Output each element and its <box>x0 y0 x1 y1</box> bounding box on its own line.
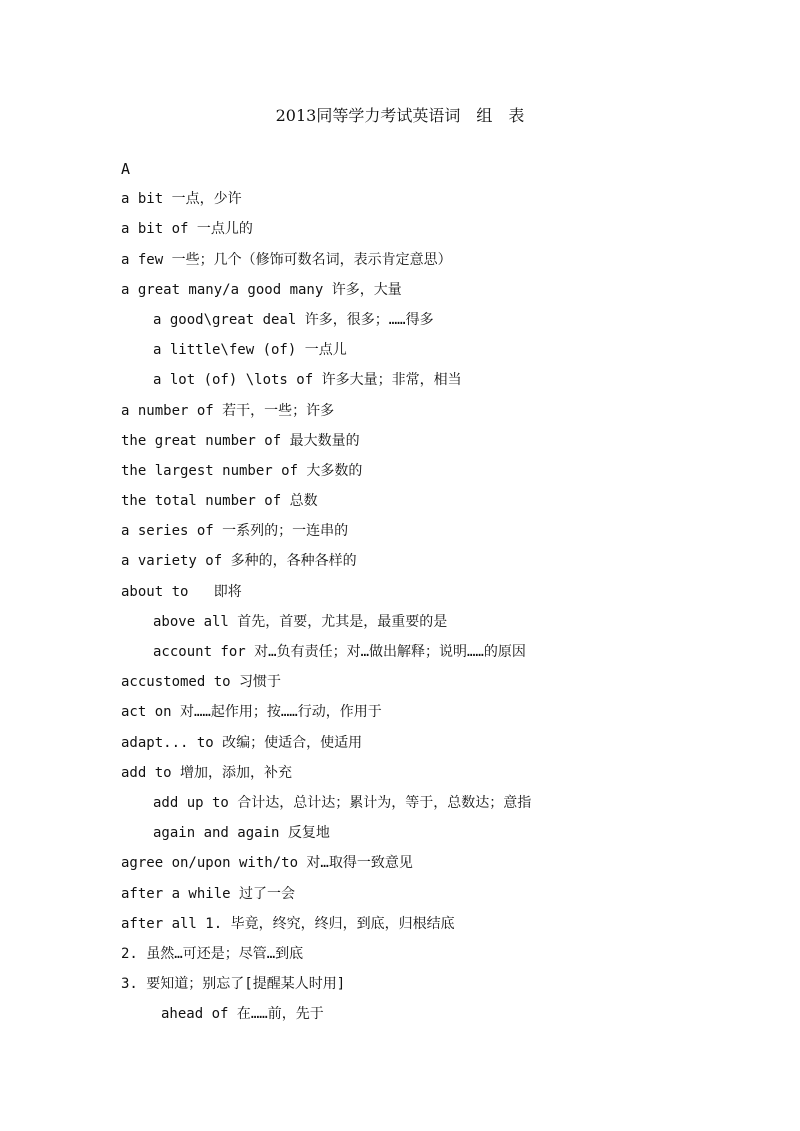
phrase-entry: 2. 虽然…可还是；尽管…到底 <box>121 945 304 962</box>
phrase-entry: a bit 一点，少许 <box>121 191 242 208</box>
phrase-entry: 3. 要知道；别忘了[提醒某人时用] <box>121 976 346 993</box>
phrase-entry: account for 对…负有责任；对…做出解释；说明……的原因 <box>153 644 526 660</box>
phrase-entry: a number of 若干，一些；许多 <box>121 402 335 419</box>
phrase-entry: a series of 一系列的；一连串的 <box>121 523 349 540</box>
phrase-entry: again and again 反复地 <box>153 825 330 842</box>
phrase-list <box>0 154 800 1029</box>
phrase-entry: a good\great deal 许多，很多；……得多 <box>153 311 434 328</box>
page-title: 2013同等学力考试英语词 组 表 <box>275 106 525 125</box>
phrase-entry: the largest number of 大多数的 <box>121 462 363 479</box>
phrase-entry: adapt... to 改编；使适合，使适用 <box>121 734 363 751</box>
phrase-entry: the total number of 总数 <box>121 493 318 510</box>
phrase-entry: add up to 合计达，总计达；累计为，等于，总数达；意指 <box>153 794 532 811</box>
section-letter-heading: A <box>121 160 131 178</box>
phrase-entry: a bit of 一点儿的 <box>121 221 253 238</box>
phrase-entry: after a while 过了一会 <box>121 885 296 902</box>
phrase-entry: a lot (of) \lots of 许多大量；非常，相当 <box>153 372 462 389</box>
phrase-entry: agree on/upon with/to 对…取得一致意见 <box>121 855 413 872</box>
phrase-entry: a few 一些；几个（修饰可数名词，表示肯定意思） <box>121 251 452 268</box>
phrase-entry: about to 即将 <box>121 583 242 600</box>
phrase-entry: accustomed to 习惯于 <box>121 674 282 691</box>
phrase-entry: a little\few (of) 一点儿 <box>153 342 347 359</box>
phrase-entry: ahead of 在……前，先于 <box>161 1006 324 1023</box>
phrase-entry: act on 对……起作用；按……行动，作用于 <box>121 704 382 721</box>
phrase-entry: the great number of 最大数量的 <box>121 432 360 449</box>
phrase-entry: add to 增加，添加，补充 <box>121 764 293 781</box>
phrase-entry: a variety of 多种的，各种各样的 <box>121 553 357 570</box>
phrase-entry: above all 首先，首要，尤其是，最重要的是 <box>153 613 448 630</box>
phrase-entry: a great many/a good many 许多，大量 <box>121 281 402 298</box>
phrase-entry: after all 1. 毕竟，终究，终归，到底，归根结底 <box>121 915 455 932</box>
